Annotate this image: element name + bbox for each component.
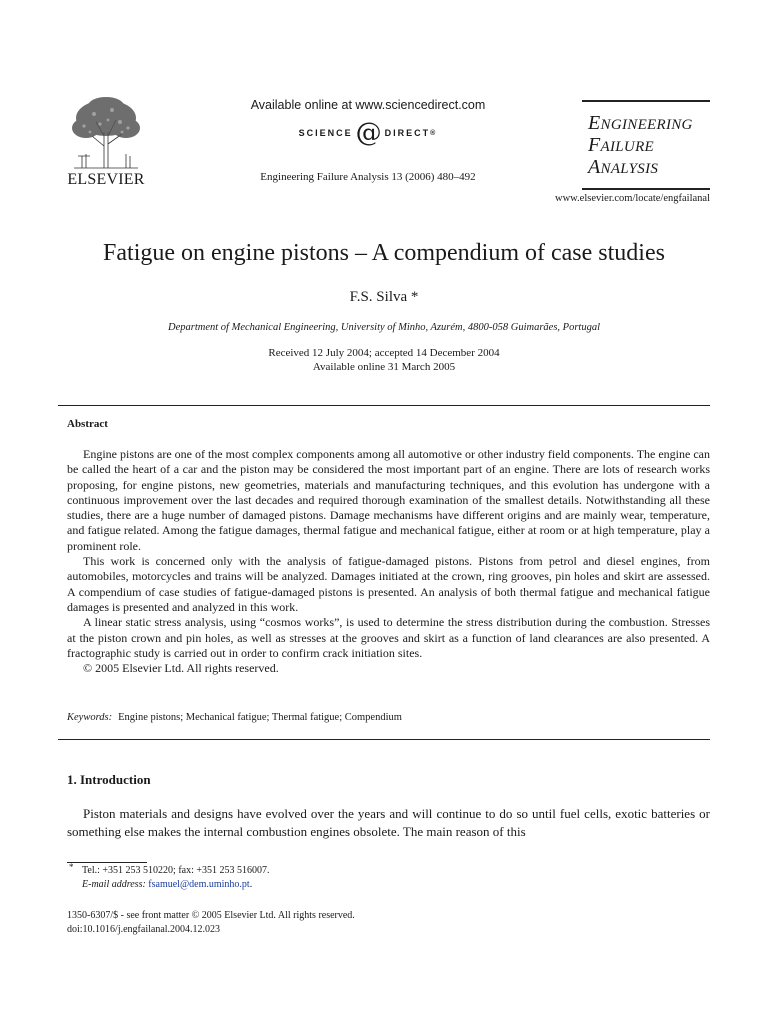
author-affiliation: Department of Mechanical Engineering, University of Minho, Azurém, 4800-058 Guimarães, Portugal	[168, 322, 600, 333]
sciencedirect-logo	[284, 120, 450, 146]
abstract-paragraph-1: Engine pistons are one of the most complex components among all automotive or other industry field components. The engine can be called the heart of a car and the piston may be considered the most important part of an engine. There are lots of research works proposing, for engine pistons, new geometries, materials and manufacturing techniques, and this evolution has undergone with a continuous improvement over the last decades and required thorough examination of the smallest details. Notwithstanding all these studies, there are a huge number of damaged pistons. Damage mechanisms have different origins and are mainly wear, temperature, and fatigue related. Among the fatigue damages, thermal fatigue and mechanical fatigue, either at room or at high temperature, play a prominent role.	[67, 447, 710, 553]
issn-copyright: 1350-6307/$ - see front matter © 2005 Elsevier Ltd. All rights reserved.	[67, 910, 355, 921]
doi[interactable]: doi:10.1016/j.engfailanal.2004.12.023	[67, 924, 221, 935]
sd-logo-direct: DIRECT	[384, 128, 431, 138]
section-heading-introduction: 1. Introduction	[67, 772, 151, 787]
abstract-paragraph-3: A linear static stress analysis, using “cosmos works”, is used to determine the stress distribution during the combustion. Stresses at the piston crown and pin holes, as well as stresses at the grooves and skirt as a function of land clearances are also presented. A fractographic study is carried out in order to confirm crack initiation sites.	[67, 615, 710, 660]
abstract-copyright: © 2005 Elsevier Ltd. All rights reserved.	[83, 661, 279, 676]
publisher-name: ELSEVIER	[67, 171, 145, 188]
footnote-email-line	[67, 878, 270, 892]
sd-logo-registered: ®	[430, 129, 436, 137]
footnote-phone-fax: Tel.: +351 253 510220; fax: +351 253 516007.	[82, 865, 270, 876]
journal-name-line-1: ENGINEERING	[588, 112, 693, 134]
journal-name-block	[582, 100, 710, 190]
email-label: E-mail address:	[82, 879, 146, 890]
front-matter-info	[67, 909, 355, 937]
abstract-paragraph-2: This work is concerned only with the analysis of fatigue-damaged pistons. Pistons from petrol and diesel engines, from automobiles, motorcycles and trains will be analyzed. Damages initiated at the crown, ring grooves, pin holes and skirt are assessed. A compendium of case studies of fatigue-damaged pistons is presented. An analysis of both thermal fatigue and mechanical fatigue damages is presented and analyzed in this work.	[67, 554, 710, 614]
article-title: Fatigue on engine pistons – A compendium of case studies	[103, 240, 665, 266]
email-period: .	[249, 879, 253, 890]
sd-logo-science: SCIENCE	[298, 128, 353, 138]
journal-homepage-link[interactable]: www.elsevier.com/locate/engfailanal	[554, 193, 710, 204]
received-accepted-date: Received 12 July 2004; accepted 14 December 2004	[268, 347, 500, 359]
footnote-rule	[67, 862, 147, 863]
email-link[interactable]: fsamuel@dem.uminho.pt	[148, 879, 250, 890]
available-online-date: Available online 31 March 2005	[312, 361, 456, 373]
journal-citation: Engineering Failure Analysis 13 (2006) 480–492	[260, 171, 476, 183]
keywords-label: Keywords:	[67, 712, 113, 723]
footnote-marker: *	[69, 862, 74, 872]
abstract-top-rule	[58, 405, 710, 406]
article-author: F.S. Silva *	[349, 289, 419, 305]
keywords-list: Engine pistons; Mechanical fatigue; Thermal fatigue; Compendium	[118, 712, 402, 723]
abstract-heading: Abstract	[67, 418, 108, 430]
abstract-bottom-rule	[58, 739, 710, 740]
abstract-body	[67, 447, 710, 676]
journal-name-line-3: ANALYSIS	[588, 156, 659, 178]
journal-name-line-2: FAILURE	[588, 134, 654, 156]
corresponding-author-footnote	[67, 864, 270, 892]
introduction-paragraph: Piston materials and designs have evolved over the years and will continue to do so until fuel cells, exotic batteries or something else makes the internal combustion engines obsolete. The main reason of this	[67, 806, 710, 839]
introduction-body	[67, 805, 710, 841]
article-dates	[58, 346, 710, 374]
sciencedirect-availability[interactable]: Available online at www.sciencedirect.com	[250, 98, 486, 112]
sd-logo-at-icon: @	[355, 118, 382, 148]
keywords	[67, 712, 402, 723]
